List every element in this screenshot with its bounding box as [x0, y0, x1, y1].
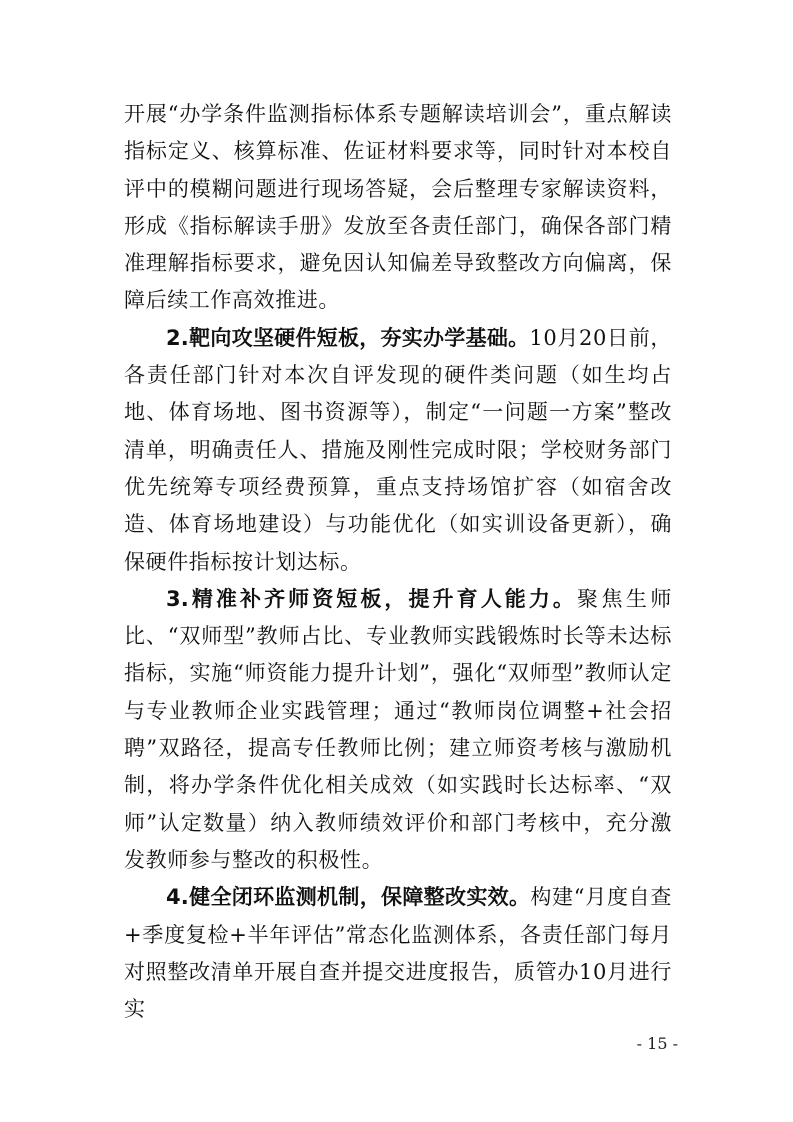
paragraph-monitoring: [124, 879, 672, 1028]
paragraph-continuation: [124, 96, 672, 320]
page-number: - 15 -: [636, 1034, 678, 1053]
paragraph-teachers: [124, 581, 672, 879]
document-body: [124, 96, 672, 1028]
paragraph-body: 10月20日前，各责任部门针对本次自评发现的硬件类问题（如生均占地、体育场地、图书资源等），制定“一问题一方案”整改清单，明确责任人、措施及刚性完成时限；学校财务部门优先统筹专项经费预算，重点支持场馆扩容（如宿舍改造、体育场地建设）与功能优化（如实训设备更新），确保硬件指标按计划达标。: [124, 325, 672, 574]
paragraph-hardware: [124, 320, 672, 581]
paragraph-body: 聚焦生师比、“双师型”教师占比、专业教师实践锻炼时长等未达标指标，实施“师资能力提升计划”，强化“双师型”教师认定与专业教师企业实践管理；通过“教师岗位调整+社会招聘”双路径，提高专任教师比例；建立师资考核与激励机制，将办学条件优化相关成效（如实践时长达标率、“双师”认定数量）纳入教师绩效评价和部门考核中，充分激发教师参与整改的积极性。: [124, 586, 672, 872]
paragraph-body: 开展“办学条件监测指标体系专题解读培训会”，重点解读指标定义、核算标准、佐证材料要求等，同时针对本校自评中的模糊问题进行现场答疑，会后整理专家解读资料，形成《指标解读手册》发放至各责任部门，确保各部门精准理解指标要求，避免因认知偏差导致整改方向偏离，保障后续工作高效推进。: [124, 102, 672, 313]
paragraph-heading: 4.健全闭环监测机制，保障整改实效。: [166, 885, 531, 910]
paragraph-heading: 2.靶向攻坚硬件短板，夯实办学基础。: [166, 325, 530, 350]
paragraph-heading: 3.精准补齐师资短板，提升育人能力。: [166, 586, 577, 611]
paragraph-body: 构建“月度自查+季度复检+半年评估”常态化监测体系，各责任部门每月对照整改清单开展自查并提交进度报告，质管办10月进行实: [124, 885, 672, 1022]
